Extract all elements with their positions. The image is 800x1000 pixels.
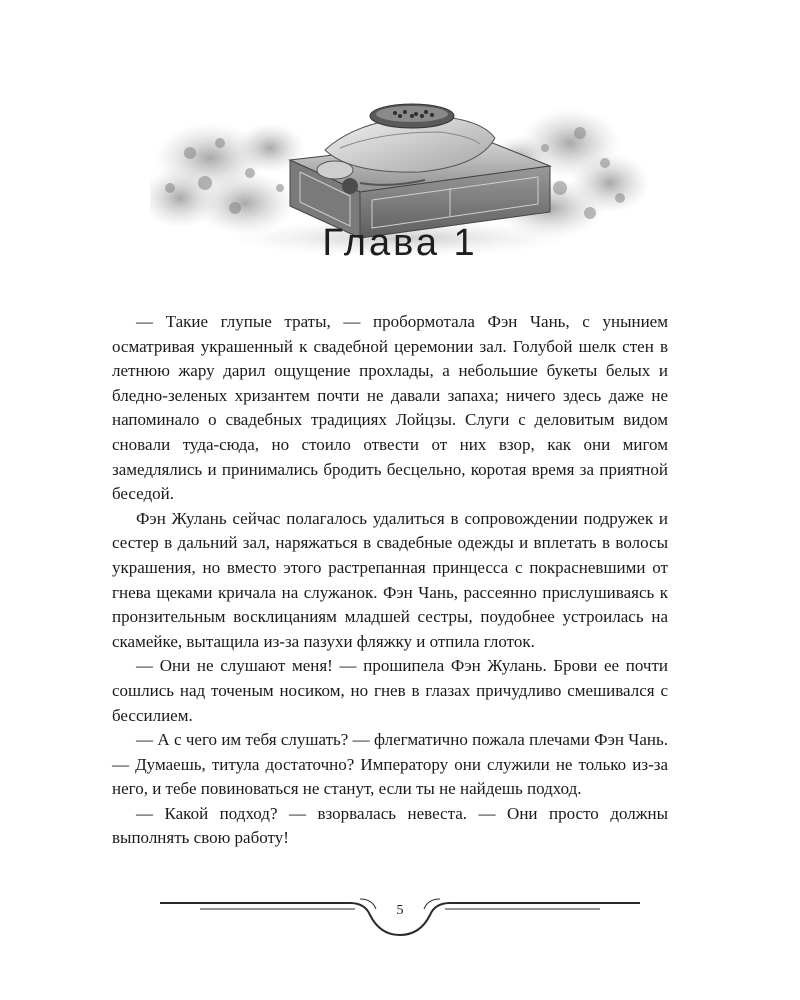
bowl bbox=[370, 104, 454, 128]
paragraph: — А с чего им тебя слушать? — флегматично пожала плечами Фэн Чань. — Думаешь, титула достаточно? Императору они служили не только из-за него, и тебе повиноваться не станут, если ты не найдешь подход. bbox=[112, 730, 668, 799]
paragraph: — Какой подход? — взорвалась невеста. — Они просто должны выполнять свою работу! bbox=[112, 803, 668, 848]
paragraph: — Они не слушают меня! — прошипела Фэн Жулань. Брови ее почти сошлись над точеным носиком, но гнев в глазах причудливо смешивался с бессилием. bbox=[112, 656, 668, 725]
paragraph: Фэн Жулань сейчас полагалось удалиться в сопровождении подружек и сестер в дальний зал, наряжаться в свадебные одежды и вплетать в волосы украшения, но вместо этого растрепанная принцесса с покрасневшими от гнева щеками кричала на служанок. Фэн Чань, рассеянно прислушиваясь к пронзительным восклицаниям младшей сестры, поудобнее устроилась на скамейке, вытащила из-за пазухи фляжку и отпила глоток. bbox=[112, 508, 668, 651]
page-number: 5 bbox=[396, 903, 404, 918]
paragraph: — Такие глупые траты, — пробормотала Фэн Чань, с унынием осматривая украшенный к свадебной церемонии зал. Голубой шелк стен в летнюю жару дарил ощущение прохлады, а небольшие букеты белых и бледно-зеленых хризантем почти не давали запаха; ничего здесь даже не напоминало о свадебных традициях Лойцзы. Слуги с деловитым видом сновали туда-сюда, но стоило отвести от них взор, как они мигом замедлялись и принимались бродить бесцельно, коротая время за приятной беседой. bbox=[112, 312, 668, 504]
chapter-text bbox=[112, 310, 668, 851]
chapter-title: Глава 1 bbox=[322, 222, 478, 264]
